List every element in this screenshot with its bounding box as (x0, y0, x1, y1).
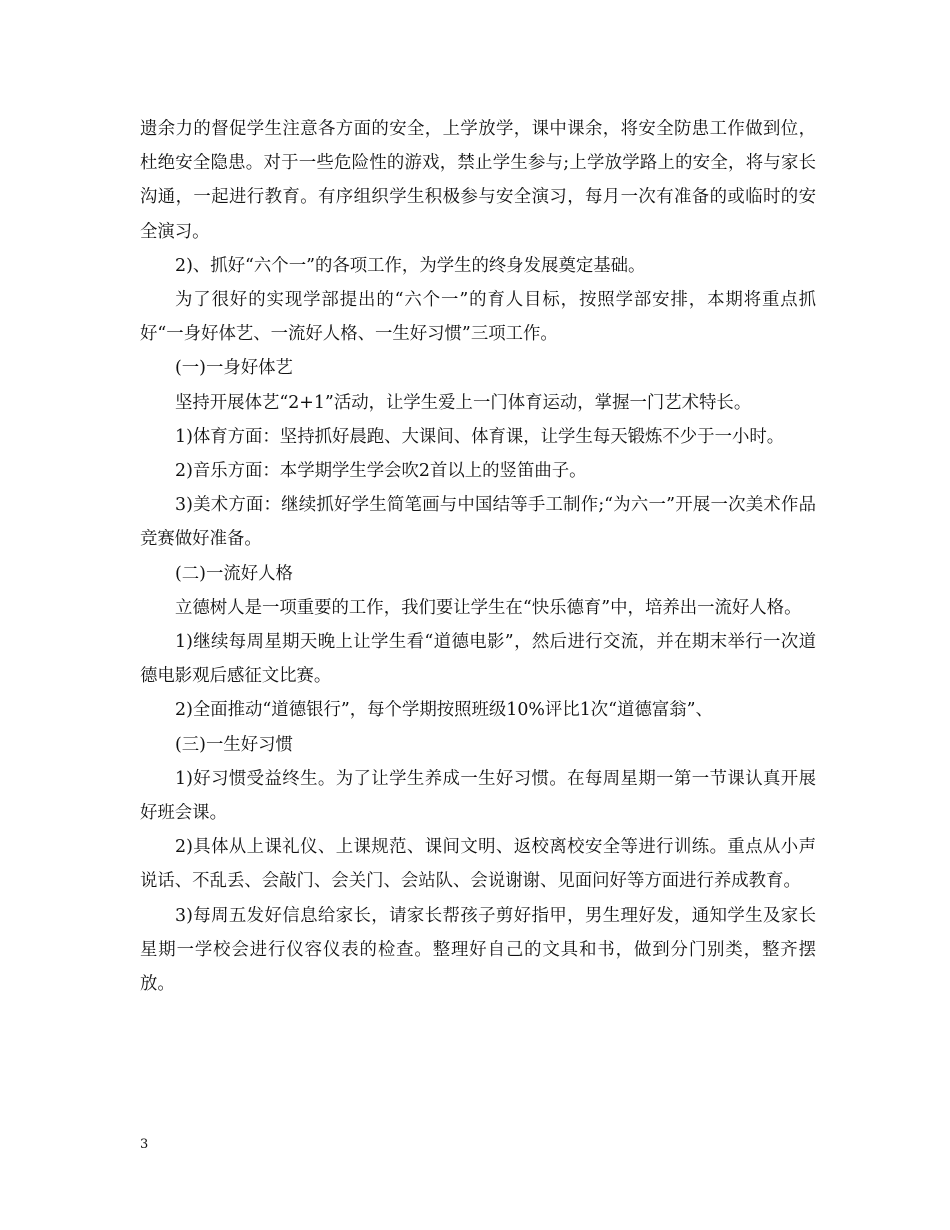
page-number: 3 (140, 1137, 149, 1152)
paragraph-sports-arts-intro: 坚持开展体艺“2+1”活动，让学生爱上一门体育运动，掌握一门艺术特长。 (175, 392, 752, 413)
paragraph-character-intro: 立德树人是一项重要的工作，我们要让学生在“快乐德育”中，培养出一流好人格。 (175, 597, 802, 618)
document-body (140, 112, 816, 1001)
list-item-art: 3)美术方面：继续抓好学生简笔画与中国结等手工制作;“为六一”开展一次美术作品竞赛做好准备。 (140, 495, 816, 550)
list-item-moral-bank: 2)全面推动“道德银行”，每个学期按照班级10%评比1次“道德富翁”、 (175, 700, 713, 721)
list-item-parent-message: 3)每周五发好信息给家长，请家长帮孩子剪好指甲，男生理好发，通知学生及家长星期一学校会进行仪容仪表的检查。整理好自己的文具和书，做到分门别类，整齐摆放。 (140, 905, 816, 995)
section-heading-habits: (三)一生好习惯 (175, 734, 293, 755)
paragraph-six-ones-heading: 2)、抓好“六个一”的各项工作，为学生的终身发展奠定基础。 (175, 255, 646, 276)
list-item-music: 2)音乐方面：本学期学生学会吹2首以上的竖笛曲子。 (175, 461, 587, 482)
list-item-etiquette-training: 2)具体从上课礼仪、上课规范、课间文明、返校离校安全等进行训练。重点从小声说话、不乱丢、会敲门、会关门、会站队、会说谢谢、见面问好等方面进行养成教育。 (140, 837, 816, 892)
section-heading-character: (二)一流好人格 (175, 563, 293, 584)
list-item-class-meeting: 1)好习惯受益终生。为了让学生养成一生好习惯。在每周星期一第一节课认真开展好班会课。 (140, 768, 816, 824)
list-item-pe: 1)体育方面：坚持抓好晨跑、大课间、体育课，让学生每天锻炼不少于一小时。 (175, 426, 785, 447)
paragraph-six-ones-goal: 为了很好的实现学部提出的“六个一”的育人目标，按照学部安排，本期将重点抓好“一身好体艺、一流好人格、一生好习惯”三项工作。 (140, 290, 816, 345)
paragraph-continuation-safety: 遗余力的督促学生注意各方面的安全，上学放学，课中课余，将安全防患工作做到位，杜绝安全隐患。对于一些危险性的游戏，禁止学生参与;上学放学路上的安全，将与家长沟通，一起进行教育。有序组织学生积极参与安全演习，每月一次有准备的或临时的安全演习。 (140, 119, 816, 242)
list-item-moral-movie: 1)继续每周星期天晚上让学生看“道德电影”，然后进行交流，并在期末举行一次道德电影观后感征文比赛。 (140, 632, 816, 687)
section-heading-sports-arts: (一)一身好体艺 (175, 358, 293, 379)
